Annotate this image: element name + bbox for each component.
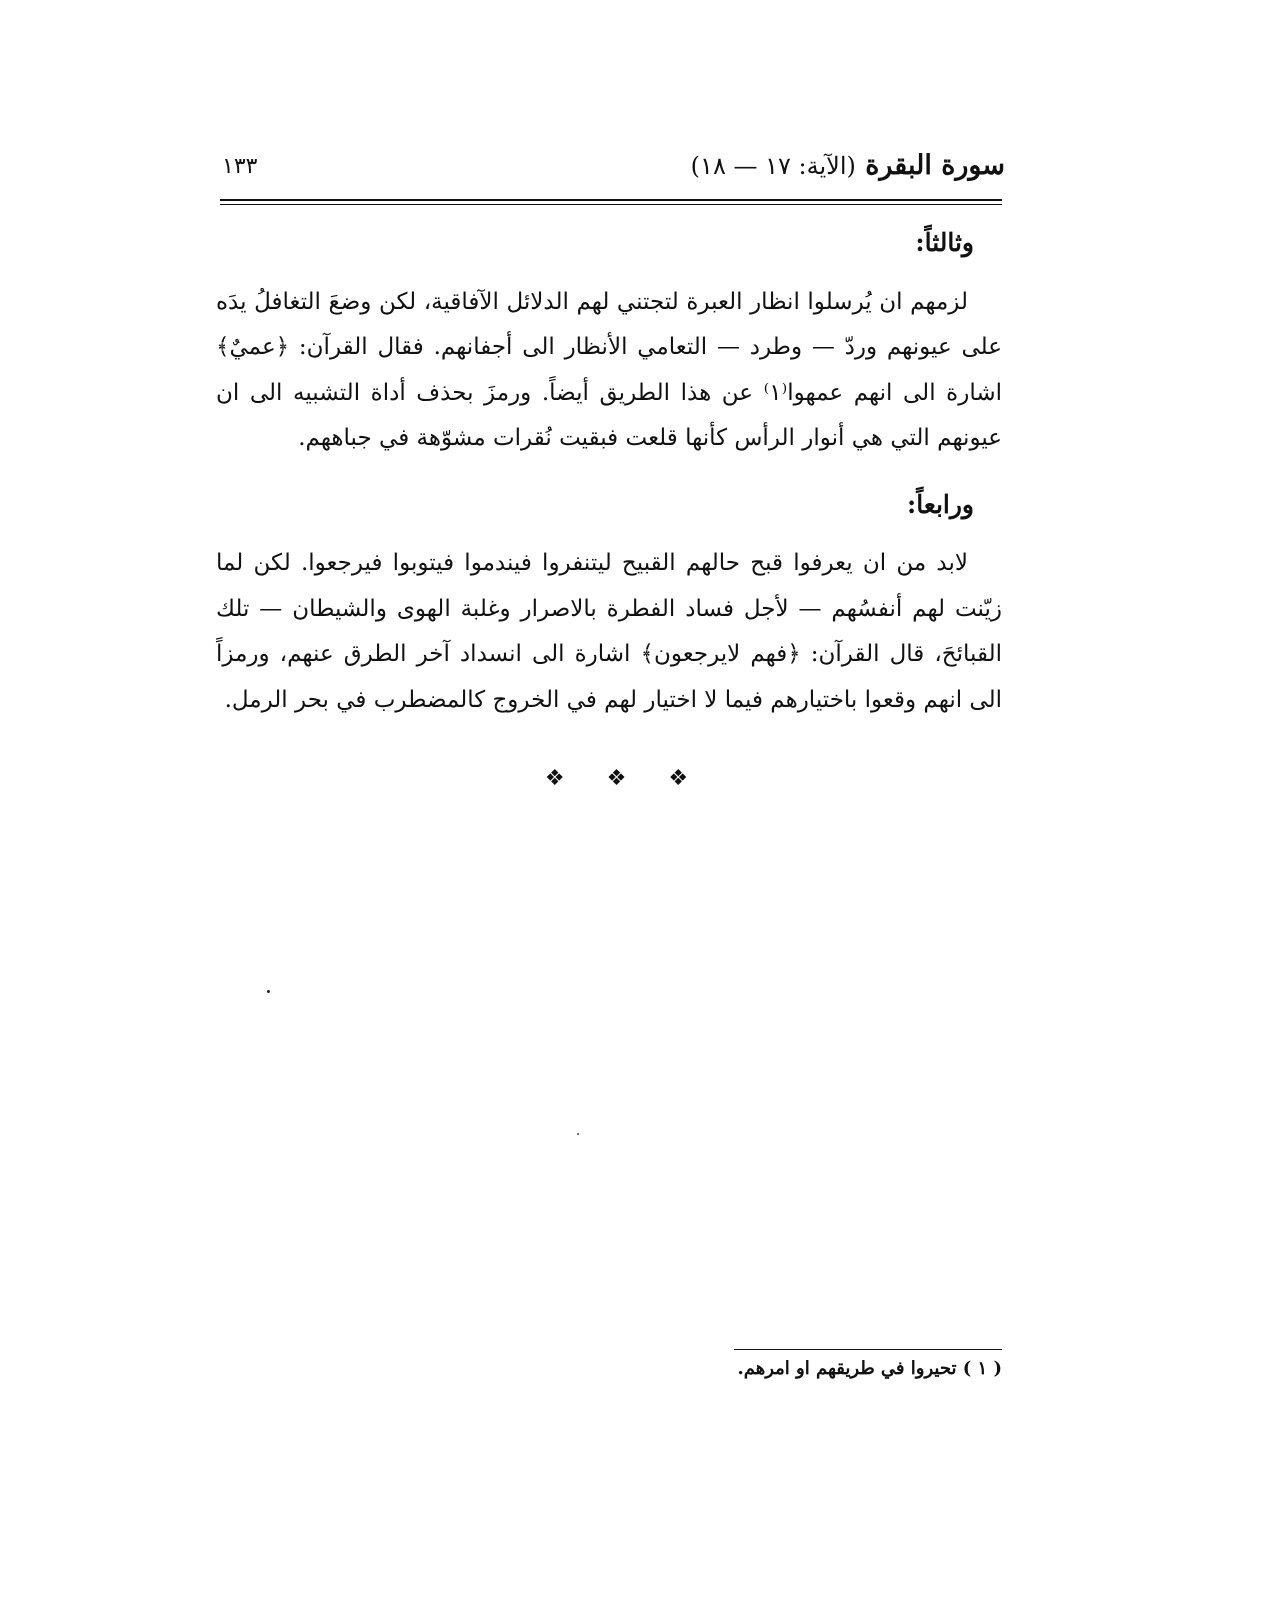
- running-head: [691, 150, 1005, 181]
- section-heading-fourth: ورابعاً:: [907, 489, 974, 519]
- verse-range: (الآية: ١٧ — ١٨): [690, 152, 856, 180]
- page-number: ١٣٣: [222, 154, 258, 179]
- scan-speck: [267, 990, 270, 993]
- main-text: [216, 214, 1002, 737]
- footnote-rule: [734, 1349, 1002, 1350]
- scan-speck-small: [577, 1133, 579, 1135]
- section-heading-third: وثالثاً:: [915, 228, 974, 257]
- header-rule-thin: [220, 204, 1002, 205]
- header-rule: [220, 199, 1002, 201]
- paragraph-third: لزمهم ان يُرسلوا انظار العبرة لتجتني لهم الدلائل الآفاقية، لكن وضعَ التغافلُ يدَه على عيونهم وردّ — وطرد — التعامي الأنظار الى أجفانهم. فقال القرآن: ﴿عميٌ﴾ اشارة الى انهم عمهوا⁽١⁾ عن هذا الطريق أيضاً. ورمزَ بحذف أداة التشبيه الى ان عيونهم التي هي أنوار الرأس كأنها قلعت فبقيت نُقرات مشوّهة في جباههم.: [216, 288, 1002, 451]
- footnote: ( ١ ) تحيروا في طريقهم او امرهم.: [737, 1358, 1002, 1379]
- surah-title: سورة البقرة: [865, 150, 1005, 181]
- ornament-divider: ❖❖❖: [544, 766, 731, 791]
- paragraph-fourth: لابد من ان يعرفوا قبح حالهم القبيح ليتنفروا فيندموا فيتوبوا فيرجعوا. لكن لما زيّنت لهم أنفسُهم — لأجل فساد الفطرة بالاصرار وغلبة الهوى والشيطان — تلك القبائحَ، قال القرآن: ﴿فهم لايرجعون﴾ اشارة الى انسداد آخر الطرق عنهم، ورمزاً الى انهم وقعوا باختيارهم فيما لا اختيار لهم في الخروج كالمضطرب في بحر الرمل.: [216, 550, 1002, 713]
